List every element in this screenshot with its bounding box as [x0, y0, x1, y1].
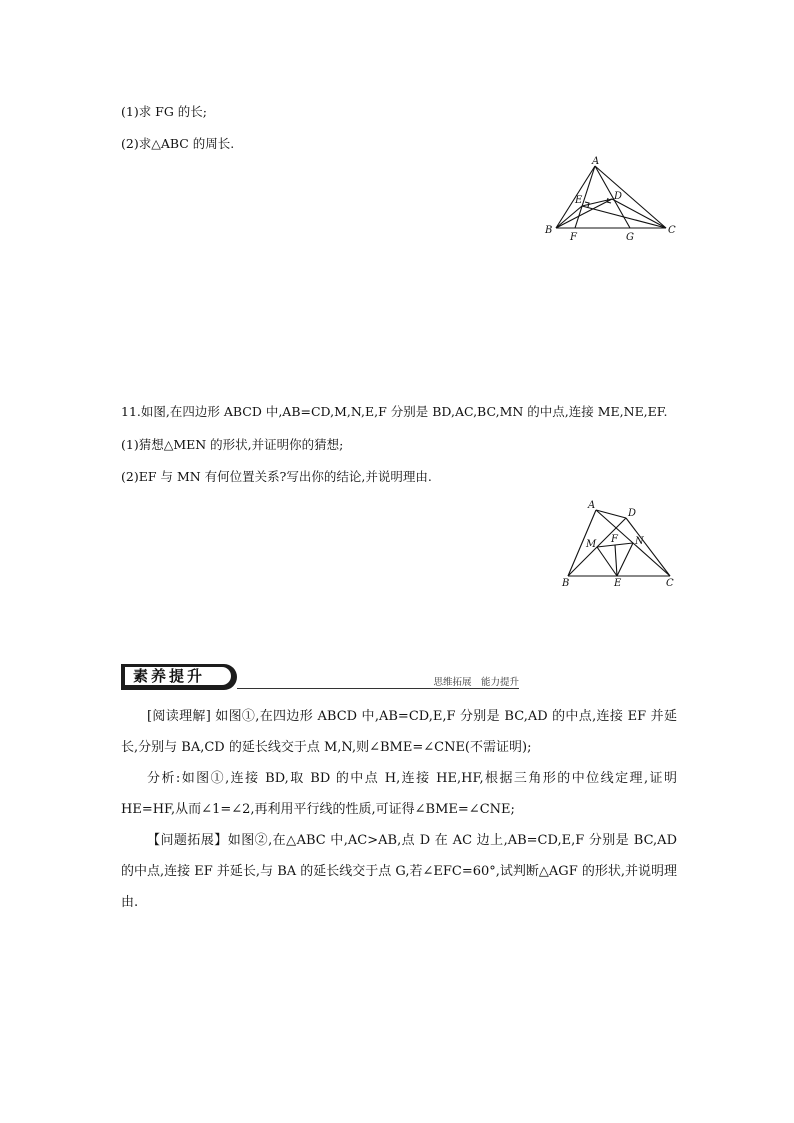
- seg-cd: [612, 199, 666, 228]
- section-subtitle: 思维拓展 能力提升: [433, 677, 519, 688]
- label-c: C: [668, 225, 676, 236]
- q10-part1: (1)求 FG 的长;: [121, 104, 208, 119]
- seg-ag: [595, 166, 630, 228]
- section-banner: [121, 664, 519, 692]
- seg-ef: [615, 545, 617, 576]
- seg-ne: [617, 543, 633, 576]
- q11-part2: (2)EF 与 MN 有何位置关系?写出你的结论,并说明理由.: [121, 469, 432, 484]
- label-n: N: [635, 536, 644, 547]
- seg-dc: [626, 518, 670, 576]
- figure-triangle-abc-q10: [540, 158, 680, 242]
- label-d: D: [628, 508, 637, 519]
- label-e: E: [575, 195, 583, 206]
- reading-paragraph-3: 【问题拓展】如图②,在△ABC 中,AC>AB,点 D 在 AC 边上,AB=CD,E,F 分别是 BC,AD 的中点,连接 EF 并延长,与 BA 的延长线交于点 G,若∠EFC=60°,试判断△AGF 的形状,并说明理由.: [121, 833, 677, 910]
- label-b: B: [545, 225, 553, 236]
- label-b: B: [562, 578, 570, 589]
- label-f: F: [611, 534, 618, 545]
- label-g: G: [626, 232, 634, 243]
- label-d: D: [614, 191, 623, 202]
- section-rule: [237, 688, 519, 689]
- figure-quadrilateral-abcd-q11: [556, 496, 684, 592]
- label-a: A: [592, 156, 600, 167]
- q10-part2: (2)求△ABC 的周长.: [121, 136, 235, 151]
- reading-paragraph-2: 分析:如图①,连接 BD,取 BD 的中点 H,连接 HE,HF,根据三角形的中位线定理,证明 HE=HF,从而∠1=∠2,再利用平行线的性质,可证得∠BME=∠CNE;: [121, 771, 677, 817]
- label-f: F: [570, 232, 577, 243]
- label-c: C: [666, 578, 674, 589]
- q11-stem: 11.如图,在四边形 ABCD 中,AB=CD,M,N,E,F 分别是 BD,AC,BC,MN 的中点,连接 ME,NE,EF.: [121, 404, 668, 419]
- seg-me: [597, 547, 617, 576]
- label-m: M: [586, 539, 597, 550]
- seg-bd: [556, 199, 612, 228]
- section-title: 素养提升: [125, 667, 231, 685]
- label-e: E: [614, 578, 622, 589]
- q11-part1: (1)猜想△MEN 的形状,并证明你的猜想;: [121, 437, 344, 452]
- reading-paragraph-1: [阅读理解] 如图①,在四边形 ABCD 中,AB=CD,E,F 分别是 BC,AD 的中点,连接 EF 并延长,分别与 BA,CD 的延长线交于点 M,N,则∠BME=∠CNE(不需证明);: [121, 709, 677, 755]
- section-title-box: [121, 664, 237, 690]
- label-a: A: [588, 500, 596, 511]
